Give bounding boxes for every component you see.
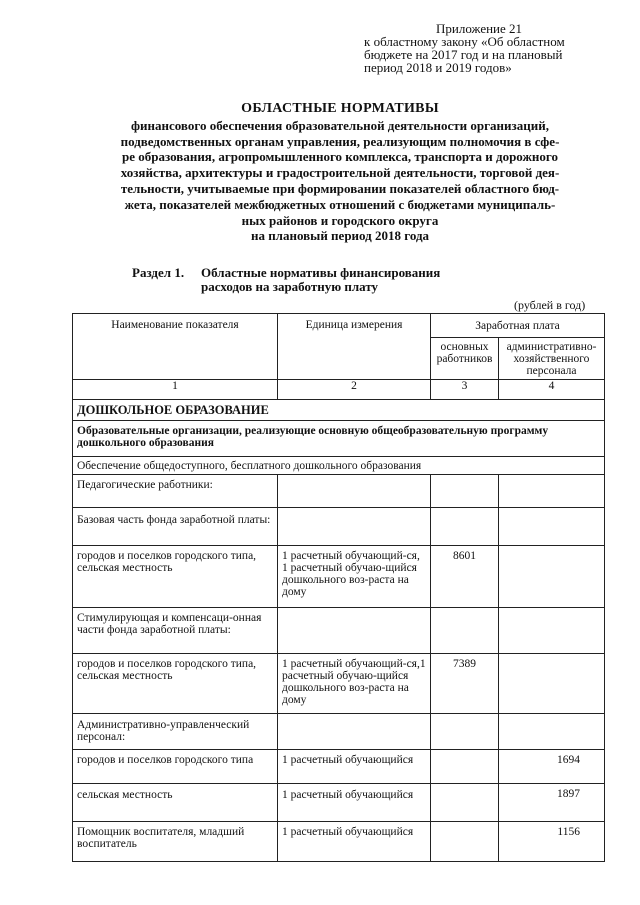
appendix-note <box>364 22 624 74</box>
section-number: Раздел 1. <box>132 265 185 280</box>
appendix-title: Приложение 21 <box>436 21 523 36</box>
row-unit <box>278 475 431 508</box>
row-name: Базовая часть фонда заработной платы: <box>73 508 278 546</box>
heading-line: подведомственных органам управления, реализующим полномочия в сфе- <box>120 133 560 149</box>
service-row: Обеспечение общедоступного, бесплатного дошкольного образования <box>73 457 605 475</box>
row-admin-value <box>499 654 605 714</box>
row-unit: 1 расчетный обучающийся <box>278 750 431 784</box>
column-number: 2 <box>278 380 431 400</box>
row-admin-value <box>499 546 605 608</box>
row-unit: 1 расчетный обучающий-ся,1 расчетный обучаю-щийся дошкольного воз-раста на дому <box>278 654 431 714</box>
row-admin-value <box>499 608 605 654</box>
row-unit <box>278 608 431 654</box>
row-name: сельская местность <box>73 784 278 822</box>
row-admin-value: 1897 <box>499 784 605 822</box>
units-note: (рублей в год) <box>514 298 586 312</box>
row-name: городов и поселков городского типа <box>73 750 278 784</box>
row-name: городов и поселков городского типа, сельская местность <box>73 546 278 608</box>
column-number: 4 <box>499 380 605 400</box>
heading-line: хозяйства, архитектуры и градостроительной деятельности, торговой дея- <box>120 165 560 181</box>
row-unit <box>278 714 431 750</box>
table-row <box>73 822 605 862</box>
table-row <box>73 784 605 822</box>
table-row <box>73 654 605 714</box>
row-admin-value <box>499 714 605 750</box>
appendix-line: бюджете на 2017 год и на плановый <box>364 47 563 62</box>
column-number: 3 <box>431 380 499 400</box>
header-main-staff: основных работников <box>431 338 499 380</box>
category-row: ДОШКОЛЬНОЕ ОБРАЗОВАНИЕ <box>73 400 605 421</box>
document-heading <box>60 101 620 244</box>
heading-line: жета, показателей межбюджетных отношений с бюджетами муниципаль- <box>124 196 556 212</box>
row-admin-value <box>499 508 605 546</box>
row-unit: 1 расчетный обучающий-ся, 1 расчетный обучаю-щийся дошкольного воз-раста на дому <box>278 546 431 608</box>
row-main-value <box>431 608 499 654</box>
header-admin-staff: административно-хозяйственного персонала <box>499 338 605 380</box>
column-number: 1 <box>73 380 278 400</box>
table-row <box>73 750 605 784</box>
row-main-value <box>431 508 499 546</box>
table-row <box>73 714 605 750</box>
heading-line: на плановый период 2018 года <box>250 228 430 244</box>
row-admin-value: 1694 <box>499 750 605 784</box>
document-title: ОБЛАСТНЫЕ НОРМАТИВЫ <box>241 101 439 116</box>
row-unit: 1 расчетный обучающийся <box>278 784 431 822</box>
norms-table <box>72 313 605 862</box>
heading-line: финансового обеспечения образовательной деятельности организаций, <box>131 117 549 133</box>
row-admin-value: 1156 <box>499 822 605 862</box>
row-main-value <box>431 714 499 750</box>
appendix-line: период 2018 и 2019 годов» <box>364 60 512 75</box>
row-main-value <box>431 784 499 822</box>
row-main-value <box>431 822 499 862</box>
section-title-line1: Областные нормативы финансирования <box>201 265 441 280</box>
subcategory-row: Образовательные организации, реализующие основную общеобразовательную программу дошкольного образования <box>73 421 605 457</box>
row-main-value <box>431 475 499 508</box>
header-unit: Единица измерения <box>278 314 431 380</box>
section-title-line2: расходов на заработную плату <box>201 279 379 294</box>
row-unit: 1 расчетный обучающийся <box>278 822 431 862</box>
heading-line: ных районов и городского округа <box>241 212 439 228</box>
row-name: Стимулирующая и компенсаци-онная части фонда заработной платы: <box>73 608 278 654</box>
appendix-line: к областному закону «Об областном <box>364 34 565 49</box>
row-main-value <box>431 750 499 784</box>
heading-line: ре образования, агропромышленного комплекса, транспорта и дорожного <box>122 149 558 165</box>
row-admin-value <box>499 475 605 508</box>
row-main-value: 8601 <box>431 546 499 608</box>
table-row <box>73 475 605 508</box>
row-main-value: 7389 <box>431 654 499 714</box>
header-name: Наименование показателя <box>73 314 278 380</box>
row-name: Педагогические работники: <box>73 475 278 508</box>
row-name: городов и поселков городского типа, сельская местность <box>73 654 278 714</box>
table-row <box>73 608 605 654</box>
header-salary: Заработная плата <box>431 314 605 338</box>
row-unit <box>278 508 431 546</box>
row-name: Административно-управленческий персонал: <box>73 714 278 750</box>
table-row <box>73 508 605 546</box>
row-name: Помощник воспитателя, младший воспитатель <box>73 822 278 862</box>
table-row <box>73 546 605 608</box>
heading-line: тельности, учитываемые при формировании показателей областного бюд- <box>120 180 560 196</box>
